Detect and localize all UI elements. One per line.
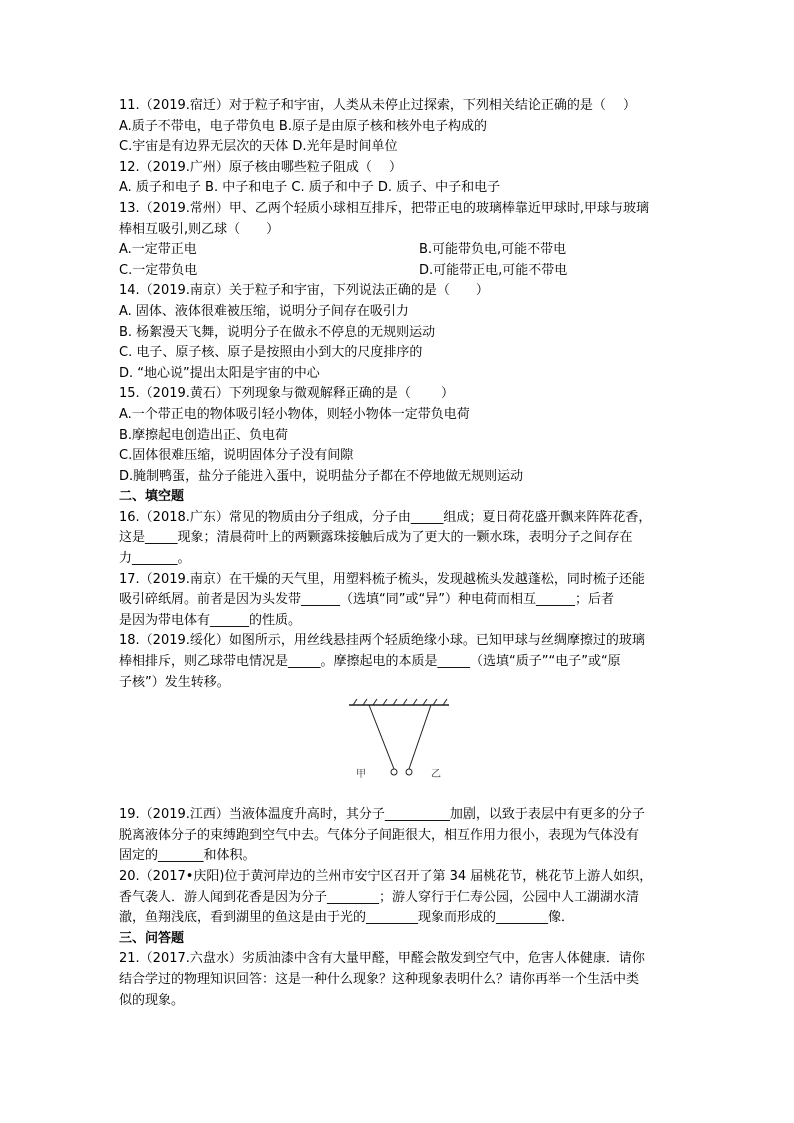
q13-options-row1 (119, 240, 679, 261)
q11-options-cd: C.宇宙是有边界无层次的天体 D.光年是时间单位 (119, 139, 398, 155)
q15-stem: 15.（2019.黄石）下列现象与微观解释正确的是（ ） (119, 386, 455, 402)
q17-line1: 17.（2019.南京）在干燥的天气里，用塑料梳子梳头，发现越梳头发越蓬松，同时梳子还能 (119, 571, 645, 587)
q15-option-a: A.一个带正电的物体吸引轻小物体，则轻小物体一定带负电荷 (119, 406, 470, 422)
q19-line2: 脱离液体分子的束缚跑到空气中去。气体分子间距很大，相互作用力很小，表现为气体没有 (119, 827, 640, 843)
q14-option-d: D. “地心说”提出太阳是宇宙的中心 (119, 365, 320, 381)
q20-line3: 澈，鱼翔浅底，看到湖里的鱼这是由于光的________现象而形成的________像． (119, 910, 575, 926)
q14-option-a: A. 固体、液体很难被压缩，说明分子间存在吸引力 (119, 303, 409, 319)
q13-option-b: B.可能带负电,可能不带电 (419, 242, 567, 258)
q12-options: A. 质子和电子 B. 中子和电子 C. 质子和中子 D. 质子、中子和电子 (119, 180, 501, 196)
q19-line3: 固定的_______和体积。 (119, 848, 256, 864)
q20-line1: 20.（2017•庆阳)位于黄河岸边的兰州市安宁区召开了第 34 届桃花节，桃花节上游人如织， (119, 869, 653, 884)
q16-line2: 这是_____现象；清晨荷叶上的两颗露珠接触后成为了更大的一颗水珠，表明分子之间存在 (119, 530, 633, 546)
q11-options-ab: A.质子不带电，电子带负电 B.原子是由原子核和核外电子构成的 (119, 118, 487, 134)
q15-option-b: B.摩擦起电创造出正、负电荷 (119, 427, 289, 443)
q13-option-c: C.一定带负电 (119, 262, 198, 278)
q18-line2: 棒相排斥，则乙球带电情况是_____。摩擦起电的本质是_____（选填“质子”“电子”或“原 (119, 654, 621, 670)
q16-line3: 力_______。 (119, 551, 191, 567)
q19-line1: 19.（2019.江西）当液体温度升高时，其分子__________加剧，以致于表层中有更多的分子 (119, 807, 645, 823)
q20-line2: 香气袭人．游人闻到花香是因为分子________；游人穿行于仁寿公园，公园中人工湖湖水清 (119, 889, 640, 905)
q12-stem: 12.（2019.广州）原子核由哪些粒子阻成（ ） (119, 159, 403, 175)
q16-line1: 16.（2018.广东）常见的物质由分子组成，分子由_____组成；夏日荷花盛开飘来阵阵花香， (119, 509, 652, 525)
q21-line2: 结合学过的物理知识回答：这是一种什么现象？这种现象表明什么？请你再举一个生活中类 (119, 971, 640, 987)
q11-stem: 11.（2019.宿迁）对于粒子和宇宙，人类从未停止过探索，下列相关结论正确的是（ ） (119, 98, 637, 113)
worksheet-page (119, 96, 679, 1011)
q15-option-c: C.固体很难压缩，说明固体分子没有间隙 (119, 448, 354, 464)
q17-line2: 吸引碎纸屑。前者是因为头发带______（选填“同”或“异”）种电荷而相互______；后者 (119, 592, 614, 608)
section-qa-heading: 三、问答题 (119, 930, 185, 946)
q14-option-c: C. 电子、原子核、原子是按照由小到大的尺度排序的 (119, 345, 423, 361)
label-yi: 乙 (431, 769, 441, 781)
ball-jia (391, 769, 397, 775)
suspended-balls-figure (119, 693, 679, 805)
q17-line3: 是因为带电体有______的性质。 (119, 612, 302, 628)
label-jia: 甲 (356, 769, 366, 781)
q13-options-row2 (119, 261, 679, 282)
section-fill-in-heading: 二、填空题 (119, 489, 185, 505)
q18-line3: 子核”）发生转移。 (119, 674, 230, 690)
q18-line1: 18.（2019.绥化）如图所示，用丝线悬挂两个轻质绝缘小球。已知甲球与丝绸摩擦过的玻璃 (119, 633, 645, 649)
q13-stem-line1: 13.（2019.常州）甲、乙两个轻质小球相互排斥，把带正电的玻璃棒靠近甲球时,甲球与玻璃 (119, 200, 650, 216)
q21-line1: 21.（2017.六盘水）劣质油漆中含有大量甲醛，甲醛会散发到空气中，危害人体健康．请你 (119, 951, 645, 967)
q13-stem-line2: 棒相互吸引,则乙球（ ） (119, 221, 280, 237)
q21-line3: 似的现象。 (119, 992, 185, 1008)
q14-stem: 14.（2019.南京）关于粒子和宇宙，下列说法正确的是（ ） (119, 283, 489, 299)
q15-option-d: D.腌制鸭蛋，盐分子能进入蛋中，说明盐分子都在不停地做无规则运动 (119, 468, 524, 484)
ball-yi (406, 769, 412, 775)
q13-option-a: A.一定带正电 (119, 242, 197, 258)
q14-option-b: B. 杨絮漫天飞舞，说明分子在做永不停息的无规则运动 (119, 324, 436, 340)
q13-option-d: D.可能带正电,可能不带电 (419, 262, 568, 278)
